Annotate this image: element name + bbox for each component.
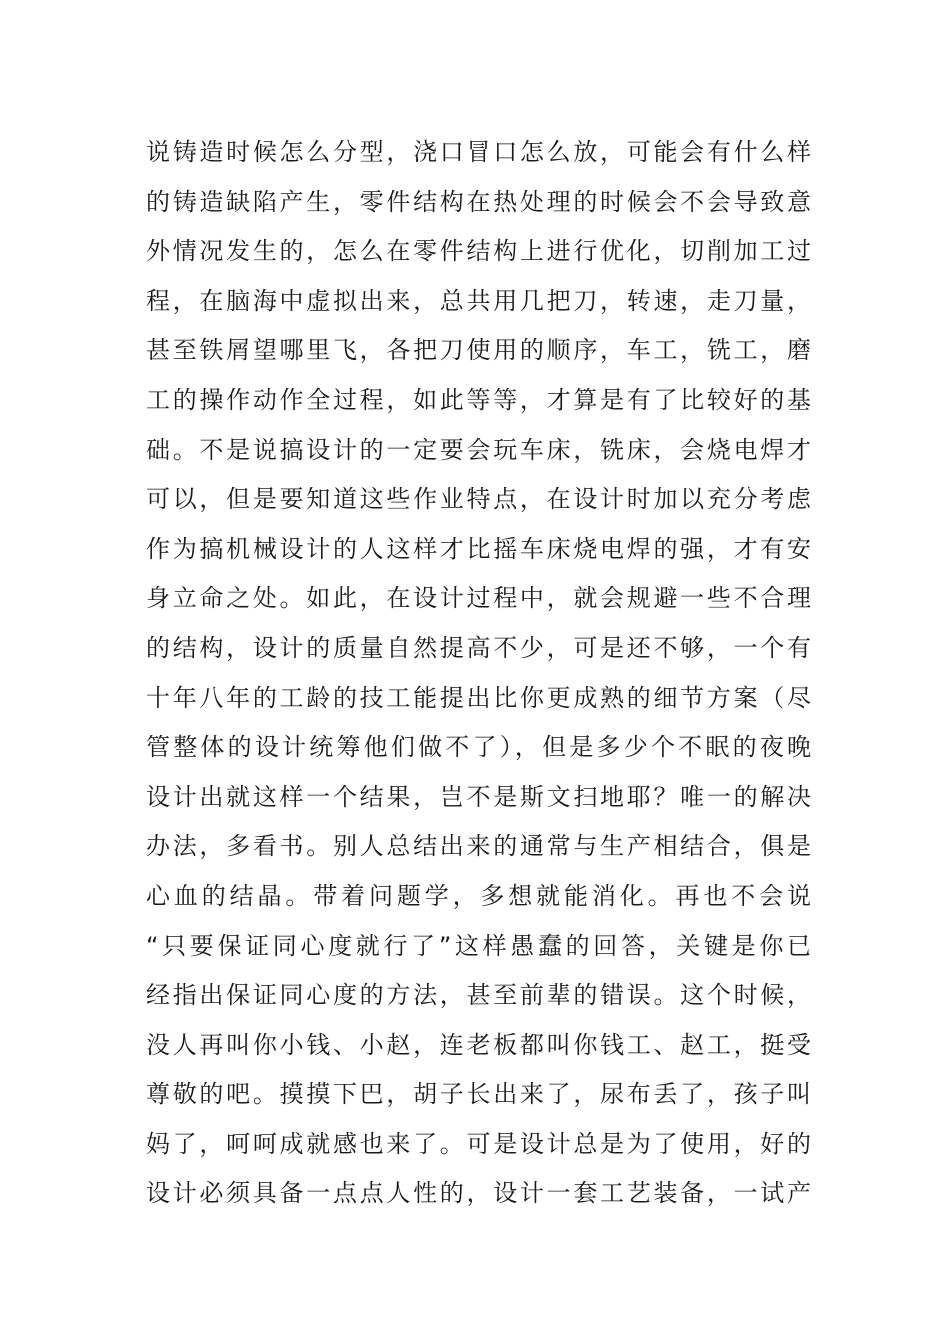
text-line: 的铸造缺陷产生，零件结构在热处理的时候会不会导致意 [146,187,811,216]
text-line: 工的操作动作全过程，如此等等，才算是有了比较好的基 [146,385,811,414]
text-line: 管整体的设计统筹他们做不了），但是多少个不眠的夜晚 [146,733,811,762]
text-line: 可以，但是要知道这些作业特点，在设计时加以充分考虑 [146,485,811,514]
text-line: “只要保证同心度就行了”这样愚蠢的回答，关键是你已 [146,931,811,960]
body-text [146,128,811,1219]
text-line: 甚至铁屑望哪里飞，各把刀使用的顺序，车工，铣工，磨 [146,336,811,365]
text-line: 没人再叫你小钱、小赵，连老板都叫你钱工、赵工，挺受 [146,1030,811,1059]
text-line: 妈了，呵呵成就感也来了。可是设计总是为了使用，好的 [146,1129,811,1158]
text-line: 作为搞机械设计的人这样才比摇车床烧电焊的强，才有安 [146,534,811,563]
text-line: 心血的结晶。带着问题学，多想就能消化。再也不会说 [146,881,811,910]
text-line: 程，在脑海中虚拟出来，总共用几把刀，转速，走刀量， [146,286,811,315]
text-line: 设计必须具备一点点人性的，设计一套工艺装备，一试产 [146,1179,811,1208]
text-line: 的结构，设计的质量自然提高不少，可是还不够，一个有 [146,633,811,662]
text-line: 设计出就这样一个结果，岂不是斯文扫地耶？唯一的解决 [146,782,811,811]
text-line: 身立命之处。如此，在设计过程中，就会规避一些不合理 [146,584,811,613]
text-line: 办法，多看书。别人总结出来的通常与生产相结合，俱是 [146,832,811,861]
text-line: 外情况发生的，怎么在零件结构上进行优化，切削加工过 [146,237,811,266]
text-line: 说铸造时候怎么分型，浇口冒口怎么放，可能会有什么样 [146,138,811,166]
text-line: 础。不是说搞设计的一定要会玩车床，铣床，会烧电焊才 [146,435,811,464]
text-line: 经指出保证同心度的方法，甚至前辈的错误。这个时候， [146,981,811,1010]
text-line: 尊敬的吧。摸摸下巴，胡子长出来了，尿布丢了，孩子叫 [146,1080,811,1109]
text-line: 十年八年的工龄的技工能提出比你更成熟的细节方案（尽 [146,683,811,712]
